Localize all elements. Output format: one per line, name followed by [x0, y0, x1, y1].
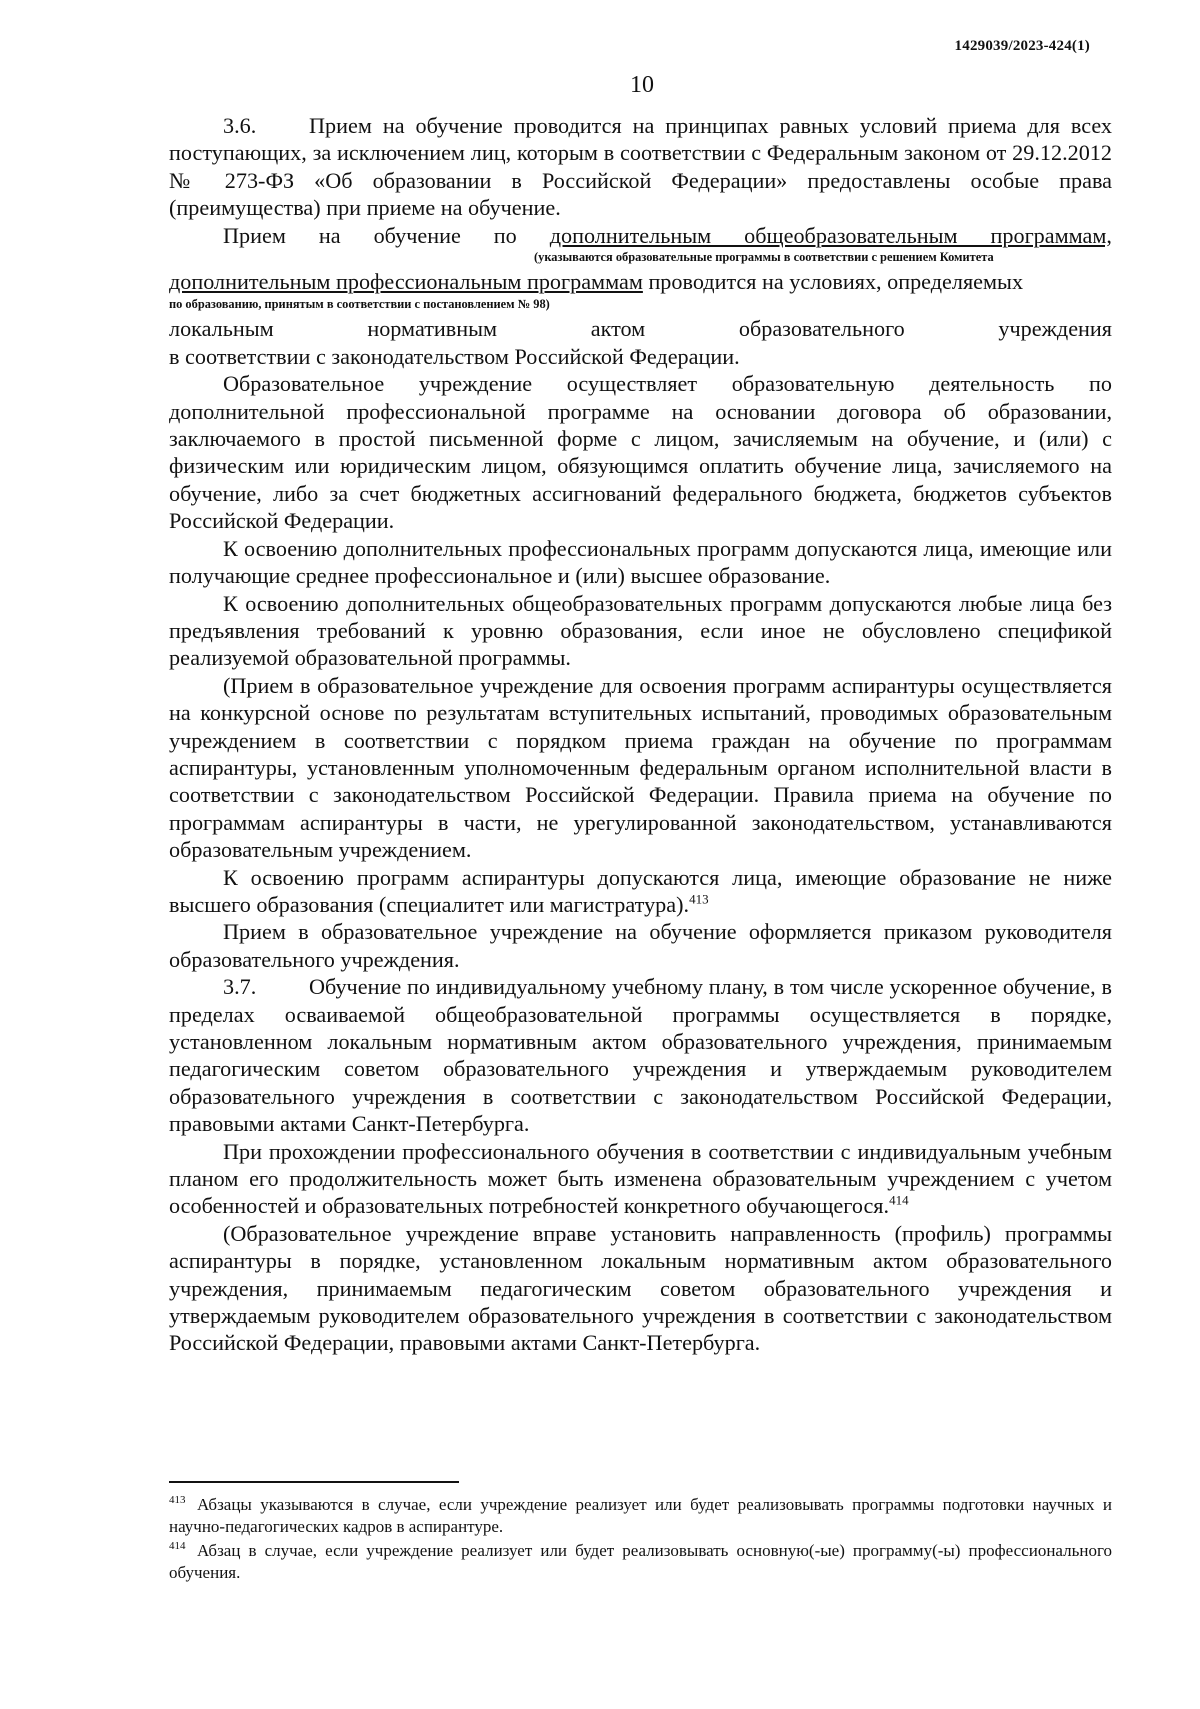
paragraph-3-7-2 — [169, 1138, 1112, 1220]
paragraph-3-6-8: Прием в образовательное учреждение на обучение оформляется приказом руководителя образовательного учреждения. — [169, 919, 1112, 972]
paragraph-3-7-3: (Образовательное учреждение вправе установить направленность (профиль) программы аспирантуры в порядке, установленном локальным нормативным актом образовательного учреждения, принимаемым педагогическим советом образовательного учреждения и утверждаемым руководителем образовательного учреждения в соответствии с законодательством Российской Федерации, правовыми актами Санкт-Петербурга. — [169, 1220, 1112, 1356]
footnote-ref: 413 — [689, 891, 709, 907]
paragraph-text: К освоению программ аспирантуры допускаются лица, имеющие образование не ниже высшего образования (специалитет или магистратура). — [169, 864, 1112, 917]
paragraph-text: проводится на условиях, определяемых — [642, 269, 1024, 295]
paragraph-3-6-2-line1 — [169, 222, 1112, 249]
paragraph-3-6-2-end: в соответствии с законодательством Российской Федерации. — [169, 343, 740, 369]
paragraph-3-6-3: Образовательное учреждение осуществляет образовательную деятельность по дополнительной профессиональной программе на основании договора об образовании, заключаемого в простой письменной форме с лицом, зачисляемым на обучение, и (или) с физическим или юридическим лицом, обязующимся оплатить обучение лица, зачисляемого на обучение, либо за счет бюджетных ассигнований федерального бюджета, бюджетов субъектов Российской Федерации. — [169, 371, 1112, 534]
footnote-414: $^{414}$ Абзац в случае, если учреждение реализует или будет реализовывать основную(-ые) программу(-ы) профессионального обучения. — [169, 1540, 1112, 1582]
paragraph-3-6-7 — [169, 864, 1112, 919]
paragraph-text: Обучение по индивидуальному учебному плану, в том числе ускоренное обучение, в пределах осваиваемой общеобразовательной программы осуществляется в порядке, установленном локальным нормативным актом образовательного учреждения, принимаемым педагогическим советом образовательного учреждения и утверждаемым руководителем образовательного учреждения в соответствии с законодательством Российской Федерации, правовыми актами Санкт-Петербурга. — [169, 974, 1112, 1137]
fill-in-note: по образованию, принятым в соответствии с постановлением № 98) — [169, 297, 550, 312]
program-type-underlined: дополнительным общеобразовательным программам, — [549, 222, 1112, 248]
document-number: 1429039/2023-424(1) — [954, 38, 1090, 54]
fill-in-note: (указываются образовательные программы в соответствии с решением Комитета — [534, 250, 994, 265]
paragraph-text: Прием на обучение по — [223, 222, 517, 248]
paragraph-3-6-1 — [169, 112, 1112, 222]
page-number: 10 — [630, 72, 654, 98]
footnote-text: Абзацы указываются в случае, если учреждение реализует или будет реализовывать программы подготовки научных и научно-педагогических кадров в аспирантуре. — [169, 1495, 1112, 1536]
paragraph-text: При прохождении профессионального обучения в соответствии с индивидуальным учебным планом его продолжительность может быть изменена образовательным учреждением с учетом особенностей и образовательных потребностей конкретного обучающегося. — [169, 1138, 1112, 1219]
document-body — [169, 112, 1112, 1357]
program-type-underlined: дополнительным профессиональным программам — [169, 269, 643, 295]
paragraph-3-6-2-line3: локальным нормативным актом образовательного учреждения — [169, 316, 1112, 342]
section-number-3-6: 3.6. — [223, 113, 257, 138]
paragraph-3-6-2-line2 — [169, 268, 1112, 295]
footnote-separator — [169, 1481, 459, 1483]
paragraph-3-6-4: К освоению дополнительных профессиональных программ допускаются лица, имеющие или получающие среднее профессиональное и (или) высшее образование. — [169, 535, 1112, 589]
paragraph-3-7-1 — [169, 973, 1112, 1137]
paragraph-3-6-5: К освоению дополнительных общеобразовательных программ допускаются любые лица без предъявления требований к уровню образования, если иное не обусловлено спецификой реализуемой образовательной программы. — [169, 590, 1112, 671]
footnote-413: $^{413}$ Абзацы указываются в случае, если учреждение реализует или будет реализовывать программы подготовки научных и научно-педагогических кадров в аспирантуре. — [169, 1494, 1112, 1536]
footnote-ref: 414 — [889, 1193, 909, 1209]
section-number-3-7: 3.7. — [223, 974, 257, 1000]
paragraph-text: Прием на обучение проводится на принципах равных условий приема для всех поступающих, за исключением лиц, которым в соответствии с Федеральным законом от 29.12.2012 № 273-ФЗ «Об образовании в Российской Федерации» предоставлены особые права (преимущества) при приеме на обучение. — [169, 113, 1112, 221]
footnote-text: Абзац в случае, если учреждение реализует или будет реализовывать основную(-ые) программу(-ы) профессионального обучения. — [169, 1541, 1112, 1582]
paragraph-3-6-6: (Прием в образовательное учреждение для освоения программ аспирантуры осуществляется на конкурсной основе по результатам вступительных испытаний, проводимых образовательным учреждением в соответствии с порядком приема граждан на обучение по программам аспирантуры, установленным уполномоченным федеральным органом исполнительной власти в соответствии с законодательством Российской Федерации. Правила приема на обучение по программам аспирантуры в части, не урегулированной законодательством, устанавливаются образовательным учреждением. — [169, 672, 1112, 863]
